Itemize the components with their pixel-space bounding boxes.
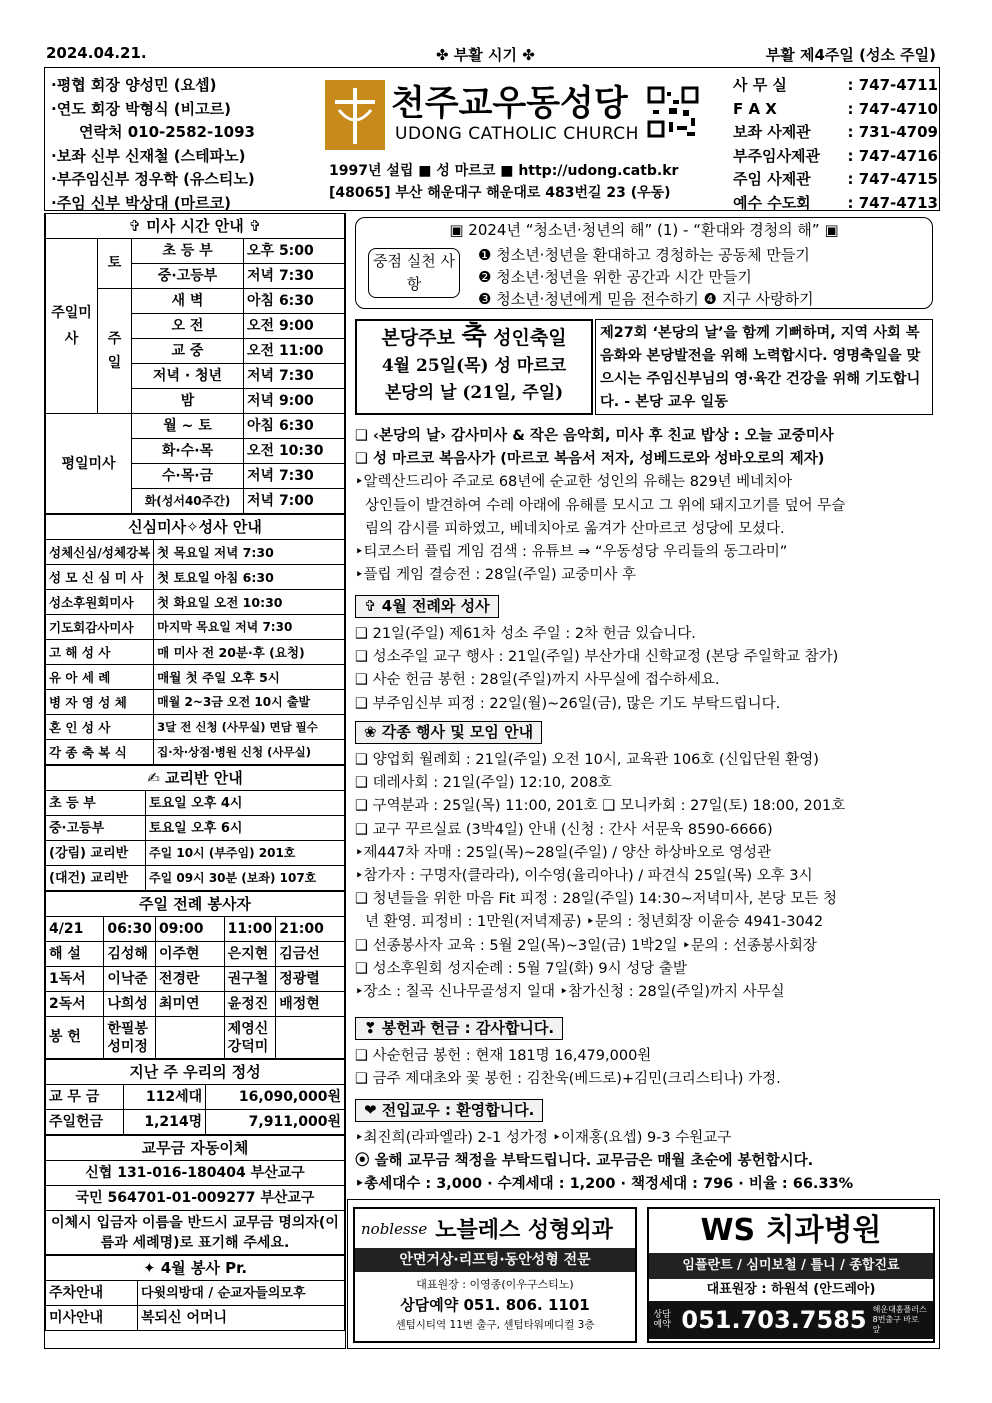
section-header: ✞ 4월 전례와 성사 (355, 595, 499, 618)
server-name: 김금선 (276, 942, 345, 967)
section-header: ❤ 전입교우 : 환영합니다. (355, 1099, 543, 1122)
address-line: [48065] 부산 해운대구 해운대로 483번길 23 (우동) (329, 185, 671, 201)
ad2-director: 대표원장 : 하원석 (안드레아) (706, 1282, 876, 1297)
mass-time: 저녁 7:30 (244, 464, 345, 489)
news-item: ❑ 성 마르코 복음사가 (마르코 복음서 저자, 성베드로와 성바오로의 제자) (355, 451, 825, 468)
phone-row: 보좌 사제관 : 731-4709 (733, 123, 938, 141)
news-item: ‣티코스터 플립 게임 검색 : 유튜브 ⇒ “우동성당 우리들의 동그라미” (355, 544, 788, 561)
mass-name: 화·수·목 (132, 439, 244, 464)
offering-count: 112세대 (123, 1085, 205, 1110)
sacrament-time: 첫 화요일 오전 10:30 (154, 590, 345, 615)
header-box (44, 67, 940, 211)
feast-message: 제27회 ‘본당의 날’을 함께 기뻐하며, 지역 사회 복음화와 본당발전을 위해 노력합시다. 영명축일을 맞으시는 주임신부님의 영·육간 건강을 위해 기도합니다. - 본당 교우 일동 (595, 319, 933, 415)
offering-title: 지난 주 우리의 정성 (46, 1060, 345, 1085)
server-name: 나희성 (104, 992, 156, 1017)
news-item: ❑ 청년들을 위한 마음 Fit 피정 : 28일(주일) 14:30~저녁미사, 본당 모든 청 (355, 891, 838, 908)
phone-row: 사 무 실 : 747-4711 (733, 76, 938, 94)
practice-item: ❷ 청소년·청년을 위한 공간과 시간 만들기 (478, 268, 752, 286)
ad2-location: 해운대홈플러스 8번출구 바로 앞 (872, 1305, 927, 1334)
server-name: 이주현 (155, 942, 224, 967)
auto-transfer-title: 교무금 자동이체 (46, 1136, 345, 1161)
practice-item: ❸ 청소년·청년에게 믿음 전수하기 ❹ 지구 사랑하기 (478, 290, 814, 308)
news-item: ‣알렉산드리아 주교로 68년에 순교한 성인의 유해는 829년 베네치아 (355, 474, 793, 491)
sun-label: 주일 (98, 289, 132, 414)
class-time: 토요일 오후 4시 (146, 791, 345, 816)
church-emblem-icon (325, 80, 395, 152)
sat-label: 토 (98, 239, 132, 289)
phone-row: 주임 사제관 : 747-4715 (733, 170, 938, 188)
news-item: 년 환영. 피정비 : 1만원(저녁제공) ‣문의 : 청년회장 이윤승 4941-3042 (365, 914, 824, 931)
sacrament-name: 혼 인 성 사 (46, 715, 154, 740)
servers-table (45, 891, 345, 1059)
offering-amount: 16,090,000원 (206, 1085, 345, 1110)
church-subtitle: UDONG CATHOLIC CHURCH (395, 124, 639, 144)
weekday-mass-label: 평일미사 (46, 414, 132, 514)
news-item: ❑ 금주 제대초와 꽃 봉헌 : 김찬욱(베드로)+김민(크리스티나) 가정. (355, 1071, 781, 1088)
servers-time: 21:00 (276, 917, 345, 942)
ad1-specialty: 안면거상·리프팅·동안성형 전문 (355, 1248, 635, 1272)
practice-list (478, 244, 814, 310)
ad-ws-dental[interactable] (647, 1207, 935, 1343)
news-item: ❑ 사순헌금 봉헌 : 현재 181명 16,479,000원 (355, 1048, 652, 1064)
offering-count: 1,214명 (123, 1110, 205, 1135)
liturgical-season: ✤ 부활 시기 ✤ (436, 46, 535, 64)
class-name: 중·고등부 (46, 816, 146, 841)
sacrament-name: 성 모 신 심 미 사 (46, 565, 154, 590)
leader-line: ·보좌 신부 신재철 (스테파노) (51, 146, 246, 165)
mass-time: 아침 6:30 (244, 289, 345, 314)
bulletin-date: 2024.04.21. (46, 44, 147, 62)
news-item: 상인들이 발견하여 수레 아래에 유해를 모시고 그 위에 돼지고기를 덮어 무슬 (365, 497, 846, 514)
sacrament-time: 3달 전 신청 (사무실) 면담 필수 (154, 715, 345, 740)
phone-list (733, 74, 938, 215)
mass-name: 초 등 부 (132, 239, 244, 264)
news-section-3 (355, 749, 935, 1004)
liturgical-week: 부활 제4주일 (성소 주일) (765, 46, 936, 64)
ad1-address: 센텀시티역 11번 출구, 센텀타워메디컬 3층 (395, 1319, 595, 1331)
mass-name: 새 벽 (132, 289, 244, 314)
news-item: ❑ ‹본당의 날› 감사미사 & 작은 음악회, 미사 후 친교 밥상 : 오늘 교중미사 (355, 428, 834, 444)
offering-label: 교 무 금 (46, 1085, 124, 1110)
catechism-table (45, 765, 345, 891)
april-service-title: ✦ 4월 봉사 Pr. (46, 1256, 345, 1281)
news-item: ‣제447차 자매 : 25일(목)~28일(주일) / 양산 하상바오로 영성관 (355, 844, 772, 861)
service-role: 미사안내 (46, 1306, 138, 1331)
class-name: 초 등 부 (46, 791, 146, 816)
feast-label: 본당주보 (381, 327, 455, 349)
mass-time: 저녁 7:00 (244, 489, 345, 514)
server-name: 권구철 (224, 967, 276, 992)
catechism-title: ✍ 교리반 안내 (46, 766, 345, 791)
news-item: ‣참가자 : 구명자(클라라), 이수영(율리아나) / 파견식 25일(목) 오후 3시 (355, 868, 813, 885)
sacrament-time: 매 미사 전 20분·후 (요청) (154, 640, 345, 665)
ad2-name: WS 치과병원 (700, 1213, 882, 1248)
servers-time: 09:00 (155, 917, 224, 942)
server-name: 이낙준 (104, 967, 156, 992)
news-item: ⦿ 올해 교무금 책정을 부탁드립니다. 교무금은 매월 초순에 봉헌합시다. (355, 1153, 814, 1170)
server-name: 배정현 (276, 992, 345, 1017)
news-item: ❑ 성소후원회 성지순례 : 5월 7일(화) 9시 성당 출발 (355, 960, 687, 977)
mass-name: 화(성서40주간) (132, 489, 244, 514)
news-item: ❑ 사순 헌금 봉헌 : 28일(주일)까지 사무실에 접수하세요. (355, 672, 720, 689)
mass-name: 밤 (132, 389, 244, 414)
role-name: 2독서 (46, 992, 104, 1017)
april-service-table (45, 1255, 345, 1331)
news-item: ‣플립 게임 결승전 : 28일(주일) 교중미사 후 (355, 567, 636, 584)
mass-time: 오후 5:00 (244, 239, 345, 264)
news-item: ❑ 데레사회 : 21일(주일) 12:10, 208호 (355, 775, 612, 792)
news-item: ❑ 부주임신부 피정 : 22일(월)~26일(금), 많은 기도 부탁드립니다. (355, 695, 781, 712)
phone-row: F A X : 747-4710 (733, 99, 938, 118)
feast-day: 본당의 날 (21일, 주일) (384, 383, 564, 403)
sacrament-time: 매월 첫 주일 오후 5시 (154, 665, 345, 690)
qr-code-icon[interactable] (647, 86, 699, 138)
mass-time: 저녁 7:30 (244, 264, 345, 289)
feast-symbol: 축 (461, 321, 487, 351)
leaders-list (51, 74, 321, 215)
news-item: ‣총세대수 : 3,000 · 수계세대 : 1,200 · 책정세대 : 796 · 비율 : 66.33% (355, 1176, 854, 1193)
offering-table (45, 1059, 345, 1135)
auto-transfer-table (45, 1135, 345, 1255)
server-name: 최미연 (155, 992, 224, 1017)
server-name: 김성해 (104, 942, 156, 967)
role-name: 봉 헌 (46, 1017, 104, 1059)
news-item: ‣장소 : 칠곡 신나무골성지 일대 ‣참가신청 : 28일(주일)까지 사무실 (355, 984, 785, 1001)
ad1-brand: noblesse (361, 1219, 428, 1238)
mass-name: 수·목·금 (132, 464, 244, 489)
ad2-phone: 051.703.7585 (681, 1306, 867, 1334)
bank-account: 국민 564701-01-009277 부산교구 (46, 1186, 345, 1211)
transfer-note: 이체시 입금자 이름을 반드시 교무금 명의자(이름과 세례명)로 표기해 주세요. (46, 1211, 345, 1255)
ad1-name: 노블레스 성형외과 (435, 1218, 613, 1243)
sacrament-time: 첫 목요일 저녁 7:30 (154, 540, 345, 565)
ad2-pre: 상담예약 (653, 1310, 671, 1330)
sacrament-table (45, 514, 345, 765)
news-item: 림의 감시를 피하였고, 베네치아로 옮겨가 산마르코 성당에 모셨다. (365, 520, 785, 537)
class-time: 주일 10시 (부주임) 201호 (146, 841, 345, 866)
mass-time: 오전 9:00 (244, 314, 345, 339)
offering-label: 주일헌금 (46, 1110, 124, 1135)
phone-row: 부주임사제관 : 747-4716 (733, 146, 938, 165)
top-bar (44, 44, 940, 66)
server-name: 제영신 강덕미 (224, 1017, 276, 1059)
ad2-specialty: 임플란트 / 심미보철 / 틀니 / 종합진료 (649, 1253, 933, 1279)
ad-noblesse[interactable] (353, 1207, 637, 1343)
phone-row: 예수 수도회 : 747-4713 (733, 193, 938, 212)
role-name: 해 설 (46, 942, 104, 967)
sacrament-time: 매월 2~3금 오전 10시 출발 (154, 690, 345, 715)
servers-time: 06:30 (104, 917, 156, 942)
feast-date: 4월 25일(목) 성 마르코 (381, 356, 567, 376)
ad1-director: 대표원장 : 이영종(이우구스티노) (416, 1278, 574, 1291)
practice-label: 중점 실천 사항 (368, 248, 460, 298)
sacrament-time: 집·차·상점·병원 신청 (사무실) (154, 740, 345, 765)
mass-time: 오전 11:00 (244, 339, 345, 364)
church-logo (325, 76, 639, 156)
class-time: 주일 09시 30분 (보좌) 107호 (146, 866, 345, 891)
news-item: ❑ 구역분과 : 25일(목) 11:00, 201호 ❑ 모니카회 : 27일(토) 18:00, 201호 (355, 798, 846, 815)
year-theme-title: ▣ 2024년 “청소년·청년의 해” (1) - “환대와 경청의 해” ▣ (449, 221, 839, 239)
sacrament-title: 신심미사✧성사 안내 (46, 515, 345, 540)
news-section-2 (355, 623, 935, 716)
leader-line: ·연도 회장 박형식 (비고르) (51, 99, 231, 118)
service-group: 복되신 어머니 (138, 1306, 345, 1331)
sacrament-time: 첫 토요일 아침 6:30 (154, 565, 345, 590)
mass-schedule-table (45, 213, 345, 514)
bank-account: 신협 131-016-180404 부산교구 (46, 1161, 345, 1186)
mass-time: 저녁 9:00 (244, 389, 345, 414)
news-item: ❑ 교구 꾸르실료 (3박4일) 안내 (신청 : 간사 서문욱 8590-6666) (355, 821, 773, 838)
sacrament-name: 유 아 세 례 (46, 665, 154, 690)
mass-name: 오 전 (132, 314, 244, 339)
role-name: 1독서 (46, 967, 104, 992)
class-time: 토요일 오후 6시 (146, 816, 345, 841)
service-group: 다윗의방대 / 순교자들의모후 (138, 1281, 345, 1306)
church-title: 천주교우동성당 (391, 84, 628, 124)
news-item: ❑ 성소주일 교구 행사 : 21일(주일) 부산가대 신학교정 (본당 주일학교 참가) (355, 649, 839, 666)
server-name: 은지현 (224, 942, 276, 967)
news-item: ‣최진희(라파엘라) 2-1 성가정 ‣이재홍(요셉) 9-3 수원교구 (355, 1130, 732, 1146)
news-section-4 (355, 1045, 935, 1091)
year-theme-box (355, 217, 933, 309)
server-name: 한필봉 성미정 (104, 1017, 156, 1059)
leader-line: ·평협 회장 양성민 (요셉) (51, 76, 217, 94)
practice-item: ❶ 청소년·청년을 환대하고 경청하는 공동체 만들기 (478, 246, 810, 264)
section-header: ❣ 봉헌과 헌금 : 감사합니다. (355, 1017, 563, 1040)
offering-amount: 7,911,000원 (206, 1110, 345, 1135)
leader-line: 연락처 010-2582-1093 (79, 123, 255, 141)
mass-name: 저녁 · 청년 (132, 364, 244, 389)
server-name: 전경란 (155, 967, 224, 992)
leader-line: ·주임 신부 박상대 (마르코) (51, 193, 231, 212)
ad1-phone: 상담예약 051. 806. 1101 (400, 1296, 590, 1314)
servers-time: 11:00 (224, 917, 276, 942)
mass-title: ✞ 미사 시간 안내 ✞ (46, 214, 345, 239)
news-item: ❑ 21일(주일) 제61차 성소 주일 : 2차 헌금 있습니다. (355, 626, 696, 642)
feast-box (355, 319, 593, 415)
mass-time: 아침 6:30 (244, 414, 345, 439)
feast-label: 성인축일 (493, 327, 567, 349)
section-header: ❀ 각종 행사 및 모임 안내 (355, 721, 542, 744)
mass-name: 중·고등부 (132, 264, 244, 289)
news-item: ❑ 선종봉사자 교육 : 5월 2일(목)~3일(금) 1박2일 ‣문의 : 선종봉사회장 (355, 937, 817, 954)
sacrament-name: 성소후원회미사 (46, 590, 154, 615)
sunday-mass-label: 주일미사 (46, 239, 98, 414)
mass-time: 오전 10:30 (244, 439, 345, 464)
class-name: (대건) 교리반 (46, 866, 146, 891)
sacrament-name: 병 자 영 성 체 (46, 690, 154, 715)
church-address (329, 160, 689, 204)
sacrament-name: 고 해 성 사 (46, 640, 154, 665)
server-name: 정광렬 (276, 967, 345, 992)
sacrament-name: 기도회감사미사 (46, 615, 154, 640)
class-name: (강림) 교리반 (46, 841, 146, 866)
mass-time: 저녁 7:30 (244, 364, 345, 389)
mass-name: 월 ~ 토 (132, 414, 244, 439)
servers-title: 주일 전례 봉사자 (46, 892, 345, 917)
sacrament-time: 마지막 목요일 저녁 7:30 (154, 615, 345, 640)
news-section-5 (355, 1127, 935, 1197)
left-column (44, 213, 346, 1349)
sacrament-name: 각 종 축 복 식 (46, 740, 154, 765)
sacrament-name: 성체신심/성체강복 (46, 540, 154, 565)
news-section-1 (355, 425, 935, 587)
mass-name: 교 중 (132, 339, 244, 364)
leader-line: ·부주임신부 정우학 (유스티노) (51, 170, 255, 188)
news-item: ❑ 양업회 월례회 : 21일(주일) 오전 10시, 교육관 106호 (신입단원 환영) (355, 752, 819, 768)
servers-date: 4/21 (46, 917, 104, 942)
service-role: 주차안내 (46, 1281, 138, 1306)
server-name: 윤정진 (224, 992, 276, 1017)
founded-line: 1997년 설립 ■ 성 마르코 ■ http://udong.catb.kr (329, 163, 679, 179)
